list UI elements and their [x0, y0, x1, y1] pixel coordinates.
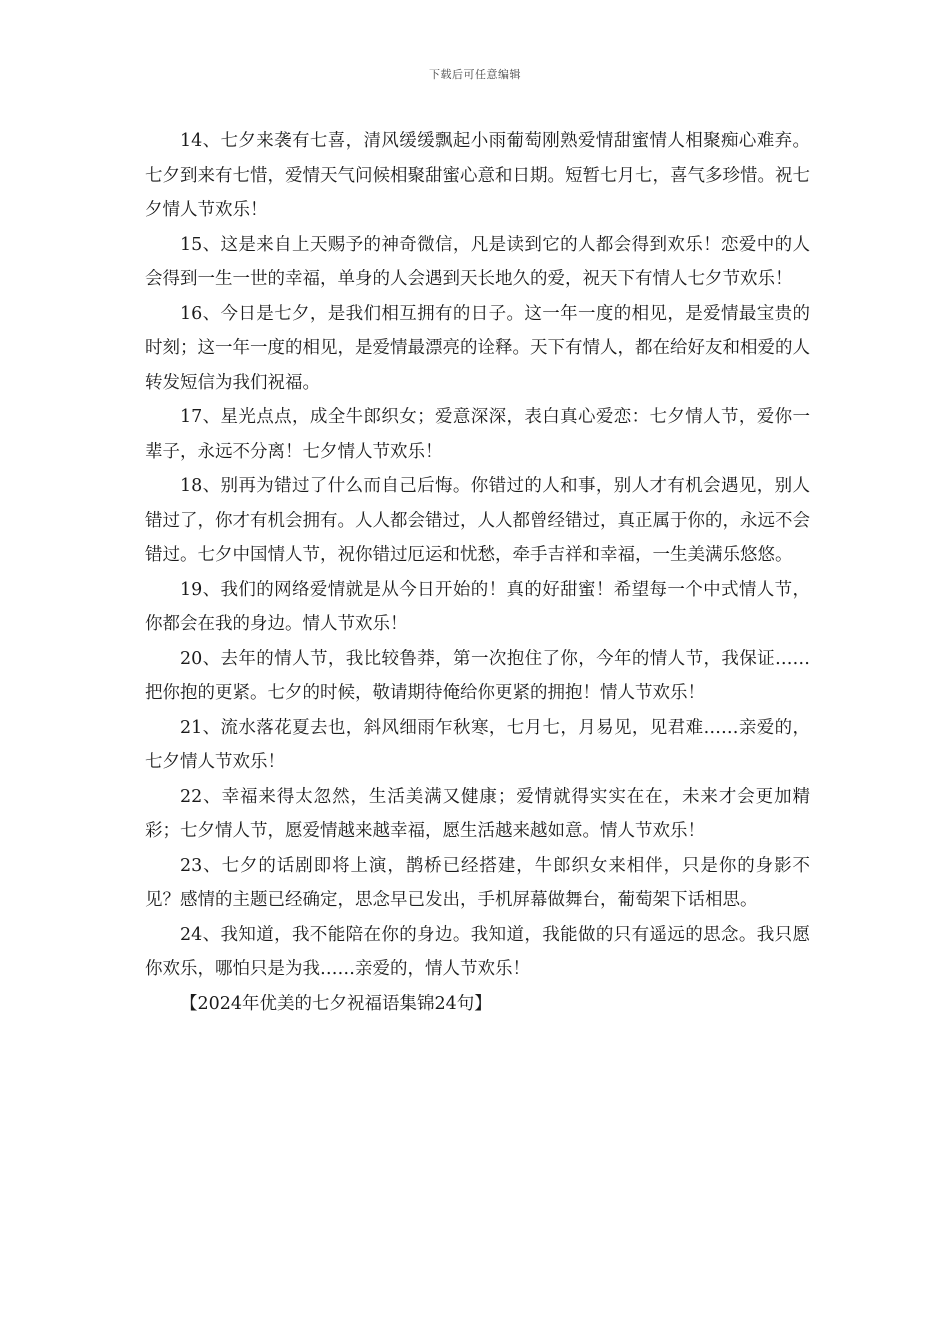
paragraph-15: 15、这是来自上天赐予的神奇微信，凡是读到它的人都会得到欢乐！恋爱中的人会得到一生一世的幸福，单身的人会遇到天长地久的爱，祝天下有情人七夕节欢乐！: [145, 234, 810, 289]
paragraph-14: 14、七夕来袭有七喜，清风缓缓飘起小雨葡萄刚熟爱情甜蜜情人相聚痴心难弃。七夕到来有七惜，爱情天气问候相聚甜蜜心意和日期。短暂七月七，喜气多珍惜。祝七夕情人节欢乐！: [145, 131, 810, 220]
document-footer-title: 【2024年优美的七夕祝福语集锦24句】: [180, 993, 492, 1014]
document-body: [145, 124, 810, 1021]
paragraph-23: 23、七夕的话剧即将上演，鹊桥已经搭建，牛郎织女来相伴，只是你的身影不见？感情的主题已经确定，思念早已发出，手机屏幕做舞台，葡萄架下话相思。: [145, 855, 810, 910]
paragraph-22: 22、幸福来得太忽然，生活美满又健康；爱情就得实实在在，未来才会更加精彩；七夕情人节，愿爱情越来越幸福，愿生活越来越如意。情人节欢乐！: [145, 786, 810, 841]
paragraph-20: 20、去年的情人节，我比较鲁莽，第一次抱住了你，今年的情人节，我保证……把你抱的更紧。七夕的时候，敬请期待俺给你更紧的拥抱！情人节欢乐！: [145, 648, 810, 703]
page-header: 下载后可任意编辑: [429, 68, 521, 81]
paragraph-21: 21、流水落花夏去也，斜风细雨乍秋寒，七月七，月易见，见君难……亲爱的，七夕情人节欢乐！: [145, 717, 810, 772]
paragraph-18: 18、别再为错过了什么而自己后悔。你错过的人和事，别人才有机会遇见，别人错过了，你才有机会拥有。人人都会错过，人人都曾经错过，真正属于你的，永远不会错过。七夕中国情人节，祝你错过厄运和忧愁，牵手吉祥和幸福，一生美满乐悠悠。: [145, 476, 810, 565]
paragraph-19: 19、我们的网络爱情就是从今日开始的！真的好甜蜜！希望每一个中式情人节，你都会在我的身边。情人节欢乐！: [145, 579, 810, 634]
paragraph-16: 16、今日是七夕，是我们相互拥有的日子。这一年一度的相见，是爱情最宝贵的时刻；这一年一度的相见，是爱情最漂亮的诠释。天下有情人，都在给好友和相爱的人转发短信为我们祝福。: [145, 303, 810, 393]
paragraph-17: 17、星光点点，成全牛郎织女；爱意深深，表白真心爱恋：七夕情人节，爱你一辈子，永远不分离！七夕情人节欢乐！: [145, 407, 810, 462]
paragraph-24: 24、我知道，我不能陪在你的身边。我知道，我能做的只有遥远的思念。我只愿你欢乐，哪怕只是为我……亲爱的，情人节欢乐！: [145, 924, 810, 979]
